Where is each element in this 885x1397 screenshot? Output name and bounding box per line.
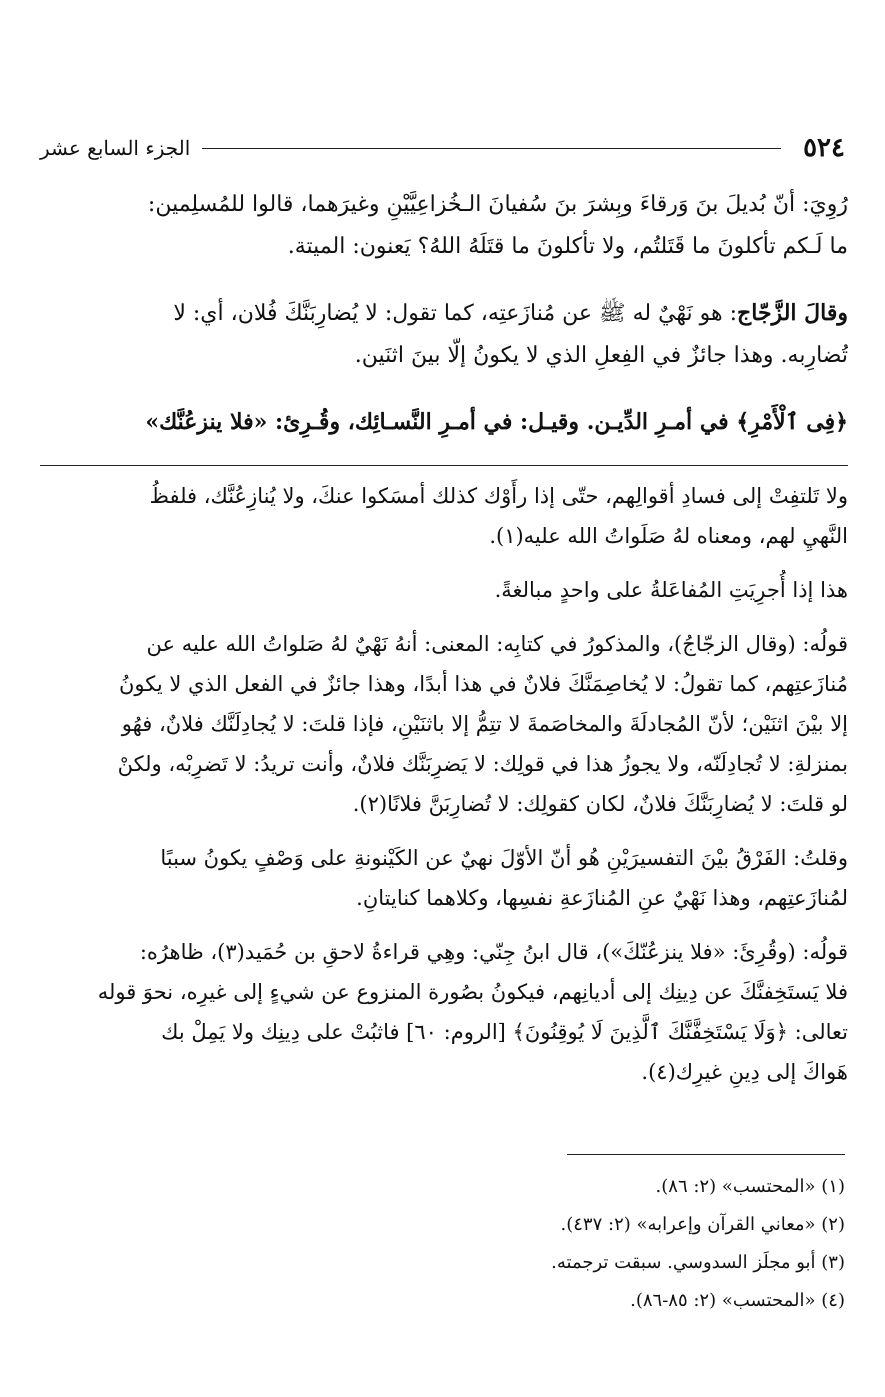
page-header bbox=[40, 128, 845, 168]
text-line: ما لَـكم تأكلونَ ما قَتَلتُم، ولا تأكلونَ ما قتَلَهُ اللهُ؟ يَعنون: الميتة. bbox=[287, 234, 848, 259]
text-line: قولُه: (وقُرِئَ: «فلا ينزعُنّكَ»)، قال ابنُ جِنّي: وهِي قراءةُ لاحقِ بن حُمَيد(٣)، ظاهرُه: bbox=[139, 940, 848, 964]
main-paragraph-2 bbox=[40, 292, 848, 377]
text-line: ﴿فِى ٱلْأَمْرِ﴾ في أمـرِ الدِّيـن. وقيـل: في أمـرِ النَّسـائِك، وقُـرِئ: «فلا ينزعُنَّك» bbox=[145, 409, 848, 435]
text-line: ولا تَلتفِتْ إلى فسادِ أقوالِهم، حتّى إذا رأَوْك كذلك أمسَكوا عنكَ، ولا يُنازِعُنَّك، فلفظُ bbox=[149, 484, 848, 508]
commentary-paragraph-1 bbox=[40, 476, 848, 556]
text-line: فلا يَستَخِفنَّكَ عن دِينِك إلى أديانِهم، فيكونُ بصُورة المنزوع عن شيءٍ إلى غيرِه، نحوَ قوله bbox=[97, 980, 848, 1004]
commentary-paragraph-5 bbox=[40, 932, 848, 1092]
main-text bbox=[40, 184, 848, 443]
footnote: (٤) «المحتسب» (٢: ٨٥-٨٦). bbox=[630, 1290, 845, 1311]
commentary-text bbox=[40, 476, 848, 1092]
text-line: لمُنازَعتِهم، وهذا نَهْيٌ عنِ المُنازَعةِ نفسِها، وكلاهما كنايتانِ. bbox=[356, 886, 848, 910]
text-line: إلا بيْنَ اثنَيْن؛ لأنّ المُجادلَةَ والمخاصَمةَ لا تتِمُّ إلا باثنَيْنِ، فإذا قلتَ: لا يُجادِلَنَّك فلانٌ، فهُو bbox=[121, 712, 848, 736]
footnote: (٢) «معاني القرآن وإعرابه» (٢: ٤٣٧). bbox=[560, 1214, 845, 1235]
text-line: هذا إذا أُجرِيَتِ المُفاعَلةُ على واحدٍ مبالغةً. bbox=[494, 578, 848, 602]
footnote-rule bbox=[567, 1154, 845, 1155]
text-line: تعالى: ﴿وَلَا يَسْتَخِفَّنَّكَ ٱلَّذِينَ لَا يُوقِنُونَ﴾ [الروم: ٦٠] فاثبُتْ على دِينِك ولا يَمِلْ بك bbox=[161, 1020, 848, 1044]
page-number: ٥٢٤ bbox=[803, 133, 845, 163]
commentary-paragraph-3 bbox=[40, 624, 848, 824]
text-line: مُنازَعتِهم، كما تقولُ: لا يُخاصِمَنَّكَ فلانٌ في هذا أبدًا، وهذا جائزٌ في الفعل الذي لا يكونُ bbox=[118, 672, 848, 696]
text-line: رُوِيَ: أنّ بُديلَ بنَ وَرقاءَ وبِشرَ بنَ سُفيانَ الـخُزاعِيَّيْنِ وغيرَهما، قالوا للمُسلِمين: bbox=[147, 192, 848, 217]
running-title: الجزء السابع عشر bbox=[40, 136, 191, 160]
section-divider bbox=[40, 465, 848, 466]
text-line: لو قلتَ: لا يُضارِبَنَّكَ فلانٌ، لكان كقولِك: لا تُضارِبَنَّ فلانًا(٢). bbox=[352, 792, 848, 816]
zajjaj-lead: وقالَ الزَّجّاج bbox=[737, 300, 848, 326]
main-paragraph-1 bbox=[40, 184, 848, 268]
text-line bbox=[40, 292, 848, 335]
text-line: هَواكَ إلى دِينِ غيرِك(٤). bbox=[641, 1060, 848, 1084]
text-line: تُضارِبه. وهذا جائزٌ في الفِعلِ الذي لا يكونُ إلّا بينَ اثنَين. bbox=[354, 343, 848, 368]
commentary-paragraph-2 bbox=[40, 570, 848, 610]
main-paragraph-3 bbox=[40, 401, 848, 443]
footnote: (٣) أبو مجلَز السدوسي. سبقت ترجمته. bbox=[551, 1252, 845, 1273]
text-line: وقلتُ: الفَرْقُ بيْنَ التفسيرَيْنِ هُو أنّ الأوّلَ نهيٌ عن الكَيْنونةِ على وَصْفٍ يكونُ سببًا bbox=[160, 846, 848, 870]
commentary-paragraph-4 bbox=[40, 838, 848, 918]
text-line: قولُه: (وقال الزجّاجُ)، والمذكورُ في كتابِه: المعنى: أنهُ نَهْيٌ لهُ صَلواتُ الله عليه عن bbox=[146, 632, 848, 656]
header-rule bbox=[202, 148, 781, 149]
footnotes bbox=[345, 1168, 845, 1320]
footnote: (١) «المحتسب» (٢: ٨٦). bbox=[655, 1176, 845, 1197]
text-line: بمنزلةِ: لا تُجادِلَنّه، ولا يجوزُ هذا في قولِك: لا يَضرِبَنَّك فلانٌ، وأنت تريدُ: لا تَضرِبْه، ولكنْ bbox=[117, 752, 848, 776]
text-fragment: : هو نَهْيٌ له ﷺ عن مُنازَعتِه، كما تقول: لا يُضارِبَنَّكَ فُلان، أي: لا bbox=[173, 301, 738, 326]
text-line: النَّهيِ لهم، ومعناه لهُ صَلَواتُ الله عليه(١). bbox=[489, 524, 848, 548]
